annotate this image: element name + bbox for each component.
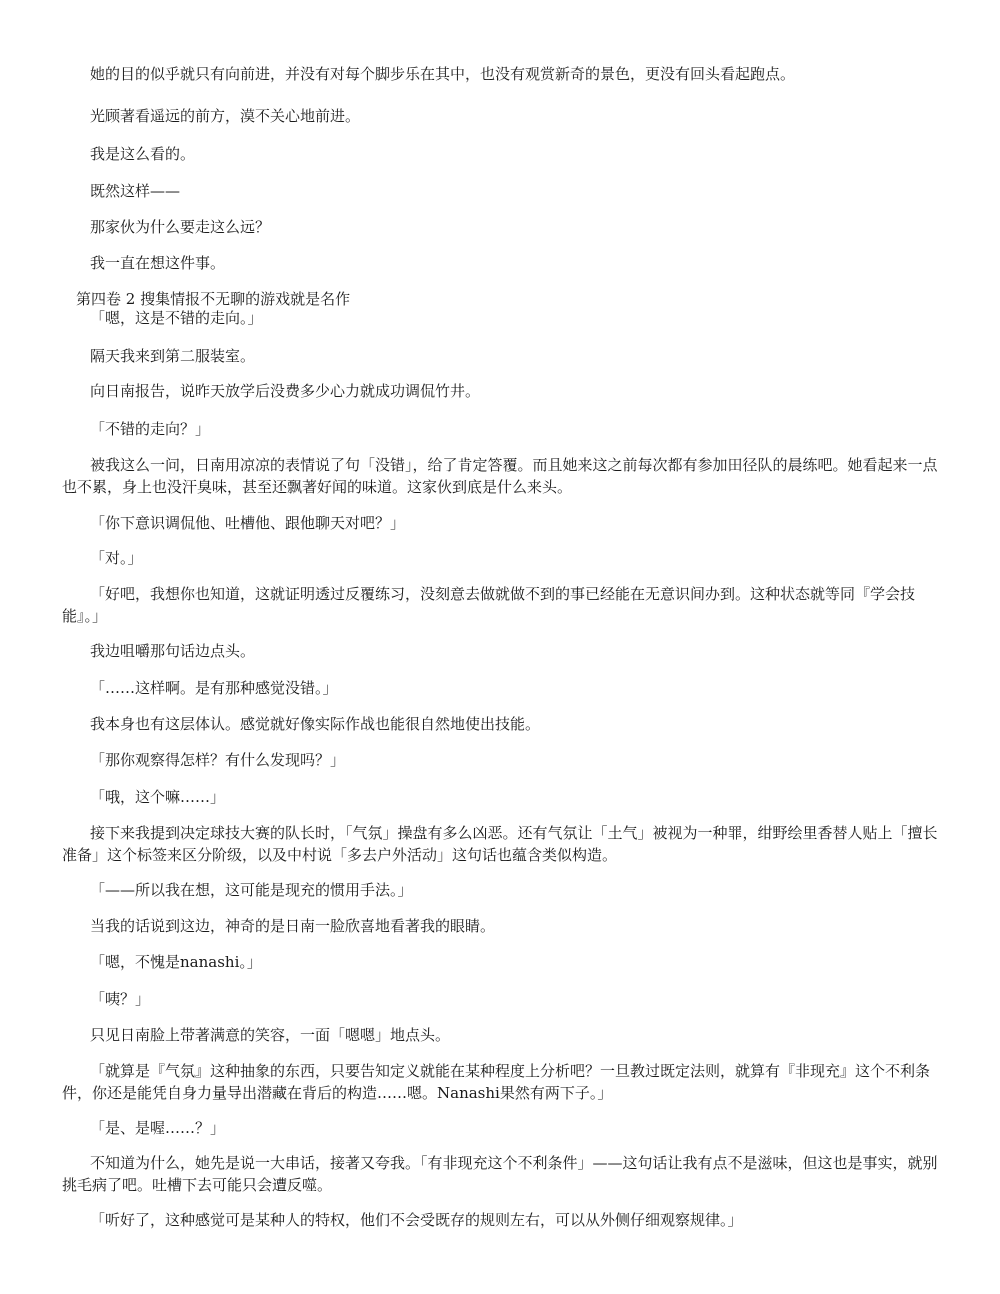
paragraph: 我本身也有这层体认。感觉就好像实际作战也能很自然地使出技能。 xyxy=(90,715,541,733)
paragraph: 那家伙为什么要走这么远？ xyxy=(90,218,271,236)
paragraph: 「……这样啊。是有那种感觉没错。」 xyxy=(90,679,338,697)
paragraph: 不知道为什么，她先是说一大串话，接著又夸我。「有非现充这个不利条件」——这句话让我有点不是滋味，但这也是事实，就别挑毛病了吧。吐槽下去可能只会遭反噬。 xyxy=(62,1154,938,1194)
paragraph: 「嗯，这是不错的走向。」 xyxy=(90,309,263,327)
paragraph: 「好吧，我想你也知道，这就证明透过反覆练习，没刻意去做就做不到的事已经能在无意识间办到。这种状态就等同『学会技能』。」 xyxy=(62,585,916,625)
paragraph: 「对。」 xyxy=(90,549,143,567)
paragraph: 「不错的走向？」 xyxy=(90,420,211,438)
paragraph: 「就算是『气氛』这种抽象的东西，只要告知定义就能在某种程度上分析吧？一旦教过既定法则，就算有『非现充』这个不利条件，你还是能凭自身力量导出潜藏在背后的构造……嗯。Nanashi果然有两下子。」 xyxy=(62,1062,931,1102)
paragraph: 我一直在想这件事。 xyxy=(90,254,226,272)
paragraph: 「嗯，不愧是nanashi。」 xyxy=(90,953,262,971)
paragraph: 她的目的似乎就只有向前进，并没有对每个脚步乐在其中，也没有观赏新奇的景色，更没有回头看起跑点。 xyxy=(90,65,796,83)
paragraph: 接下来我提到决定球技大赛的队长时，「气氛」操盘有多么凶恶。还有气氛让「土气」被视为一种罪，绀野绘里香替人贴上「擅长准备」这个标签来区分阶级，以及中村说「多去户外活动」这句话也蕴含类似构造。 xyxy=(62,824,938,864)
paragraph: 「咦？」 xyxy=(90,990,151,1008)
paragraph: 光顾著看遥远的前方，漠不关心地前进。 xyxy=(90,107,361,125)
paragraph: 我边咀嚼那句话边点头。 xyxy=(90,642,256,660)
paragraph: 「——所以我在想，这可能是现充的惯用手法。」 xyxy=(90,881,413,899)
paragraph: 「听好了，这种感觉可是某种人的特权，他们不会受既存的规则左右，可以从外侧仔细观察规律。」 xyxy=(90,1211,743,1229)
paragraph: 当我的话说到这边，神奇的是日南一脸欣喜地看著我的眼睛。 xyxy=(90,917,496,935)
paragraph: 被我这么一问，日南用凉凉的表情说了句「没错」，给了肯定答覆。而且她来这之前每次都有参加田径队的晨练吧。她看起来一点也不累，身上也没汗臭味，甚至还飘著好闻的味道。这家伙到底是什么来头。 xyxy=(62,456,938,496)
paragraph: 「是、是喔……？」 xyxy=(90,1119,226,1137)
paragraph: 「那你观察得怎样？有什么发现吗？」 xyxy=(90,751,346,769)
paragraph: 我是这么看的。 xyxy=(90,145,196,163)
paragraph: 既然这样—— xyxy=(90,182,181,200)
paragraph: 只见日南脸上带著满意的笑容，一面「嗯嗯」地点头。 xyxy=(90,1026,451,1044)
paragraph: 「哦，这个嘛……」 xyxy=(90,788,226,806)
chapter-heading xyxy=(76,289,936,309)
paragraph: 隔天我来到第二服装室。 xyxy=(90,347,256,365)
paragraph: 「你下意识调侃他、吐槽他、跟他聊天对吧？」 xyxy=(90,514,406,532)
paragraph: 向日南报告，说昨天放学后没费多少心力就成功调侃竹井。 xyxy=(90,382,481,400)
chapter-heading-text: 第四卷 2 搜集情报不无聊的游戏就是名作 xyxy=(76,290,351,308)
